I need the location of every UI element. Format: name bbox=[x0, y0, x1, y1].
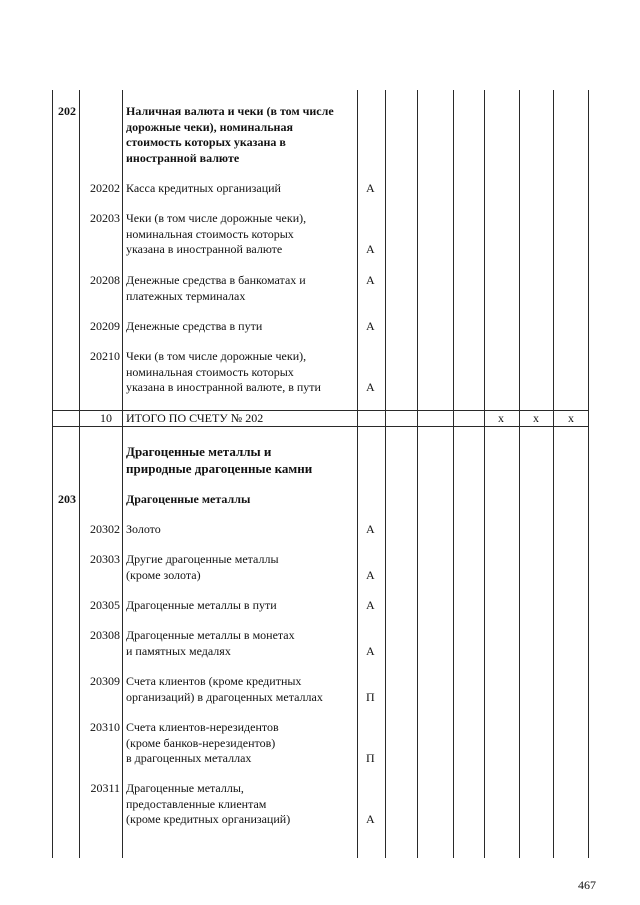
page-number: 467 bbox=[578, 878, 596, 892]
group-code: 202 bbox=[58, 104, 76, 118]
column-rule bbox=[357, 90, 358, 858]
column-rule bbox=[417, 90, 418, 858]
column-rule bbox=[484, 90, 485, 858]
total-mark: x bbox=[498, 411, 504, 425]
column-rule bbox=[385, 90, 386, 858]
total-mark: x bbox=[568, 411, 574, 425]
column-rule bbox=[588, 90, 589, 858]
group-code: 203 bbox=[58, 492, 76, 506]
column-rule bbox=[52, 90, 53, 858]
group-title: Драгоценные металлы bbox=[126, 492, 251, 506]
column-rule bbox=[519, 90, 520, 858]
column-rule bbox=[553, 90, 554, 858]
column-rule bbox=[79, 90, 80, 858]
column-rule bbox=[122, 90, 123, 858]
total-mark: x bbox=[533, 411, 539, 425]
column-rule bbox=[453, 90, 454, 858]
